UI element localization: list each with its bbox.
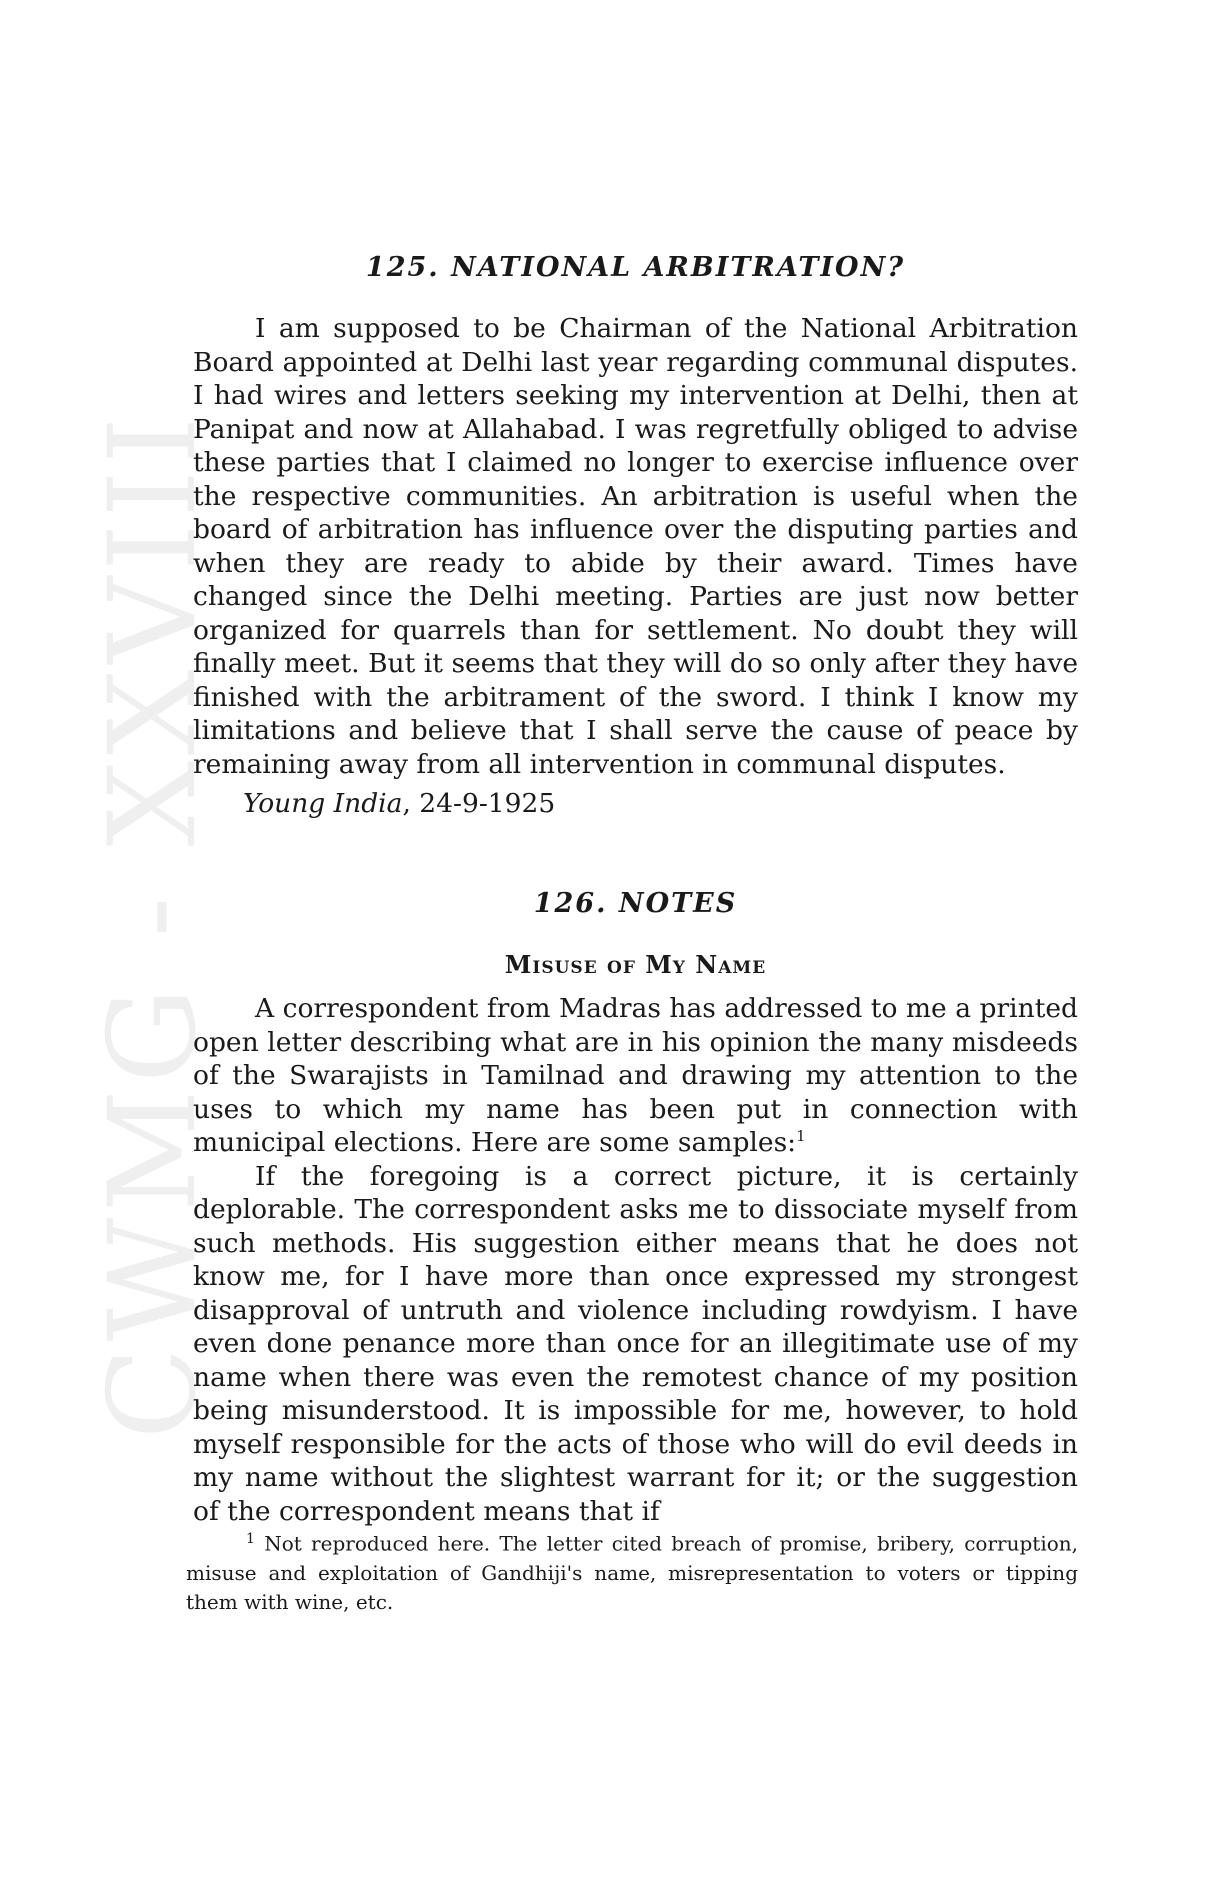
article-126-para1 — [193, 992, 1078, 1160]
article-126-title: 126. NOTES — [533, 888, 738, 919]
article-125 — [193, 252, 1078, 283]
para1-text: A correspondent from Madras has addressed to me a printed open letter describing what are in his opinion the many misdeeds of the Swarajists in Tamilnad and drawing my attention to the uses to which my name has been put in connection with municipal elections. Here are some samples: — [193, 993, 1078, 1158]
source-publication: Young India — [243, 788, 403, 819]
article-126-subtitle-block — [193, 950, 1078, 979]
source-date: , 24-9-1925 — [402, 788, 556, 819]
article-125-source — [193, 787, 1078, 821]
watermark-text: CWMG - XXVIII — [93, 410, 224, 1440]
article-125-body-block — [193, 312, 1078, 821]
article-125-body: I am supposed to be Chairman of the National Arbitration Board appointed at Delhi last year regarding communal disputes. I had wires and letters seeking my intervention at Delhi, then at Panipat and now at Allahabad. I was regretfully obliged to advise these parties that I claimed no longer to exercise influence over the respective communities. An arbitration is useful when the board of arbitration has influence over the disputing parties and when they are ready to abide by their award. Times have changed since the Delhi meeting. Parties are just now better organized for quarrels than for settlement. No doubt they will finally meet. But it seems that they will do so only after they have finished with the arbitrament of the sword. I think I know my limitations and believe that I shall serve the cause of peace by remaining away from all intervention in communal disputes. — [193, 313, 1078, 780]
footnote — [186, 1525, 1078, 1617]
footnote-marker: 1 — [246, 1531, 255, 1547]
article-126-para2: If the foregoing is a correct picture, it is certainly deplorable. The correspondent asks me to dissociate myself from such methods. His suggestion either means that he does not know me, for I have more than once expressed my strongest disapproval of untruth and violence including rowdyism. I have even done penance more than once for an illegitimate use of my name when there was even the remotest chance of my position being misunderstood. It is impossible for me, however, to hold myself responsible for the acts of those who will do evil deeds in my name without the slightest warrant for it; or the suggestion of the correspondent means that if — [193, 1160, 1078, 1527]
article-126-body-block — [193, 992, 1078, 1528]
footnote-text: Not reproduced here. The letter cited breach of promise, bribery, corruption, misuse and exploitation of Gandhiji's name, misrepresentation to voters or tipping them with wine, etc. — [186, 1531, 1078, 1614]
article-126 — [193, 888, 1078, 919]
article-126-subtitle: Misuse of My Name — [504, 950, 767, 979]
article-125-title: 125. NATIONAL ARBITRATION? — [365, 252, 906, 283]
footnote-reference: 1 — [796, 1127, 806, 1146]
